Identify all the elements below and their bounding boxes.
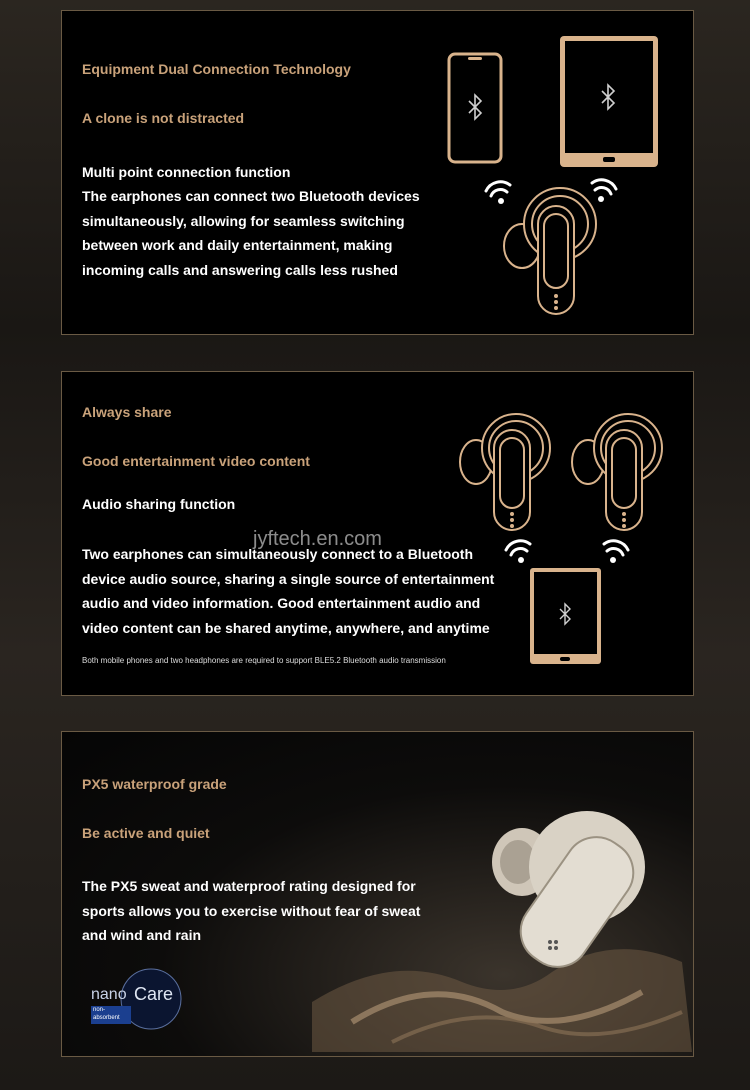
earbud-icon (502, 186, 602, 316)
badge-line2: absorbent (93, 1015, 120, 1021)
section-heading: Always share (82, 404, 172, 420)
section-title: Audio sharing function (82, 496, 236, 512)
earbud-icon (458, 412, 554, 534)
section-heading: Equipment Dual Connection Technology (82, 61, 351, 77)
section-body: The PX5 sweat and waterproof rating designed for sports allows you to exercise without fear of sweat and wind and rain (82, 878, 421, 944)
tablet-icon (559, 35, 659, 168)
badge-line1: non- (93, 1007, 106, 1013)
badge-word-nano: nano (91, 986, 127, 1003)
section-title: Multi point connection function (82, 164, 291, 180)
waterproof-panel (61, 731, 694, 1057)
tablet-icon (529, 567, 602, 665)
section-body: Two earphones can simultaneously connect to a Bluetooth device audio source, sharing a single source of entertainment audio and video information. Good entertainment audio and video content can be shared anytime, anywhere, and anytime (82, 546, 495, 636)
requirement-note: Both mobile phones and two headphones are required to support BLE5.2 Bluetooth audio transmission (82, 656, 446, 665)
earbud-icon (570, 412, 666, 534)
section-heading: PX5 waterproof grade (82, 776, 227, 792)
wifi-signal-icon (502, 538, 536, 566)
dual-connection-panel (61, 10, 694, 335)
watermark-text: jyftech.en.com (253, 528, 382, 550)
section-subheading: Be active and quiet (82, 825, 210, 841)
nanocare-badge (87, 972, 185, 1030)
phone-icon (448, 53, 502, 163)
section-subheading: A clone is not distracted (82, 110, 245, 126)
section-subheading: Good entertainment video content (82, 453, 310, 469)
earbud-icon (482, 792, 652, 972)
badge-word-care: Care (134, 984, 174, 1004)
section-body: The earphones can connect two Bluetooth devices simultaneously, allowing for seamless switching between work and daily entertainment, making incoming calls and answering calls less rushed (82, 188, 420, 278)
wifi-signal-icon (598, 538, 632, 566)
